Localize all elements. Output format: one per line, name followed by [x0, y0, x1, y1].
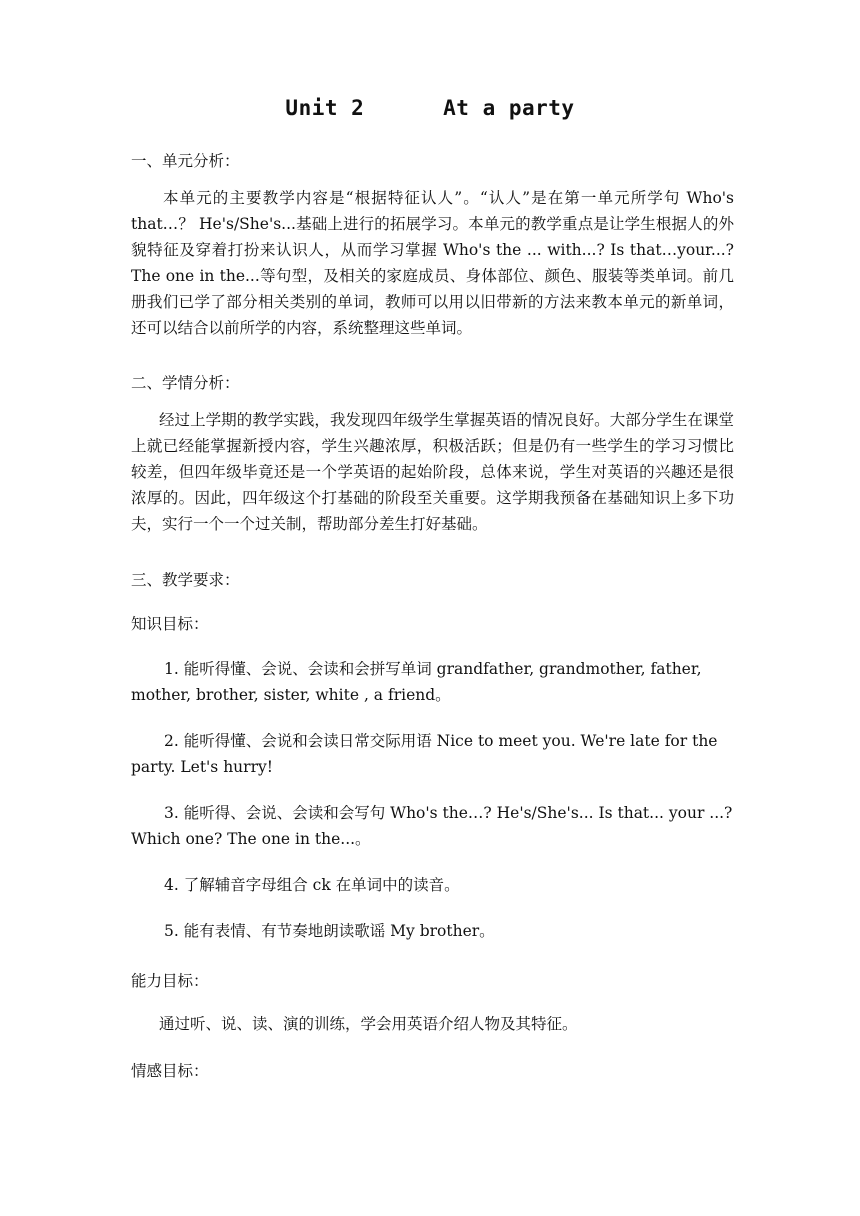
knowledge-goals-heading: 知识目标： [131, 615, 209, 633]
ability-goals-heading: 能力目标： [131, 972, 209, 990]
emotion-goals-heading: 情感目标： [131, 1062, 209, 1080]
section-heading-unit-analysis: 一、单元分析： [131, 152, 240, 170]
knowledge-goal-item: 1. 能听得懂、会说、会读和会拼写单词 grandfather, grandmother, father, mother, brother, sister, white , a friend。 [131, 660, 702, 704]
section-heading-student-analysis: 二、学情分析： [131, 374, 240, 392]
ability-goals-paragraph: 通过听、说、读、演的训练，学会用英语介绍人物及其特征。 [159, 1015, 578, 1033]
student-analysis-paragraph: 经过上学期的教学实践，我发现四年级学生掌握英语的情况良好。大部分学生在课堂上就已经能掌握新授内容，学生兴趣浓厚，积极活跃；但是仍有一些学生的学习习惯比较差，但四年级毕竟还是一个学英语的起始阶段，总体来说，学生对英语的兴趣还是很浓厚的。因此，四年级这个打基础的阶段至关重要。这学期我预备在基础知识上多下功夫，实行一个一个过关制，帮助部分差生打好基础。 [131, 411, 734, 533]
knowledge-goal-item: 5. 能有表情、有节奏地朗读歌谣 My brother。 [164, 922, 495, 940]
knowledge-goal-item: 4. 了解辅音字母组合 ck 在单词中的读音。 [164, 876, 460, 894]
page-title: Unit 2 At a party [285, 96, 575, 120]
knowledge-goal-item: 2. 能听得懂、会说和会读日常交际用语 Nice to meet you. We're late for the party. Let's hurry! [131, 732, 718, 776]
knowledge-goal-item: 3. 能听得、会说、会读和会写句 Who's the…? He's/She's... Is that... your ...? Which one? The one in the...。 [131, 804, 733, 848]
section-heading-teaching-requirements: 三、教学要求： [131, 571, 240, 589]
unit-analysis-paragraph: 本单元的主要教学内容是“根据特征认人”。“认人”是在第一单元所学句 Who's that…？ He's/She's...基础上进行的拓展学习。本单元的教学重点是让学生根据人的外貌特征及穿着打扮来认识人，从而学习掌握 Who's the ... with...? Is that…your...? The one in the...等句型，及相关的家庭成员、身体部位、颜色、服装等类单词。前几册我们已学了部分相关类别的单词，教师可以用以旧带新的方法来教本单元的新单词，还可以结合以前所学的内容，系统整理这些单词。 [131, 189, 734, 337]
